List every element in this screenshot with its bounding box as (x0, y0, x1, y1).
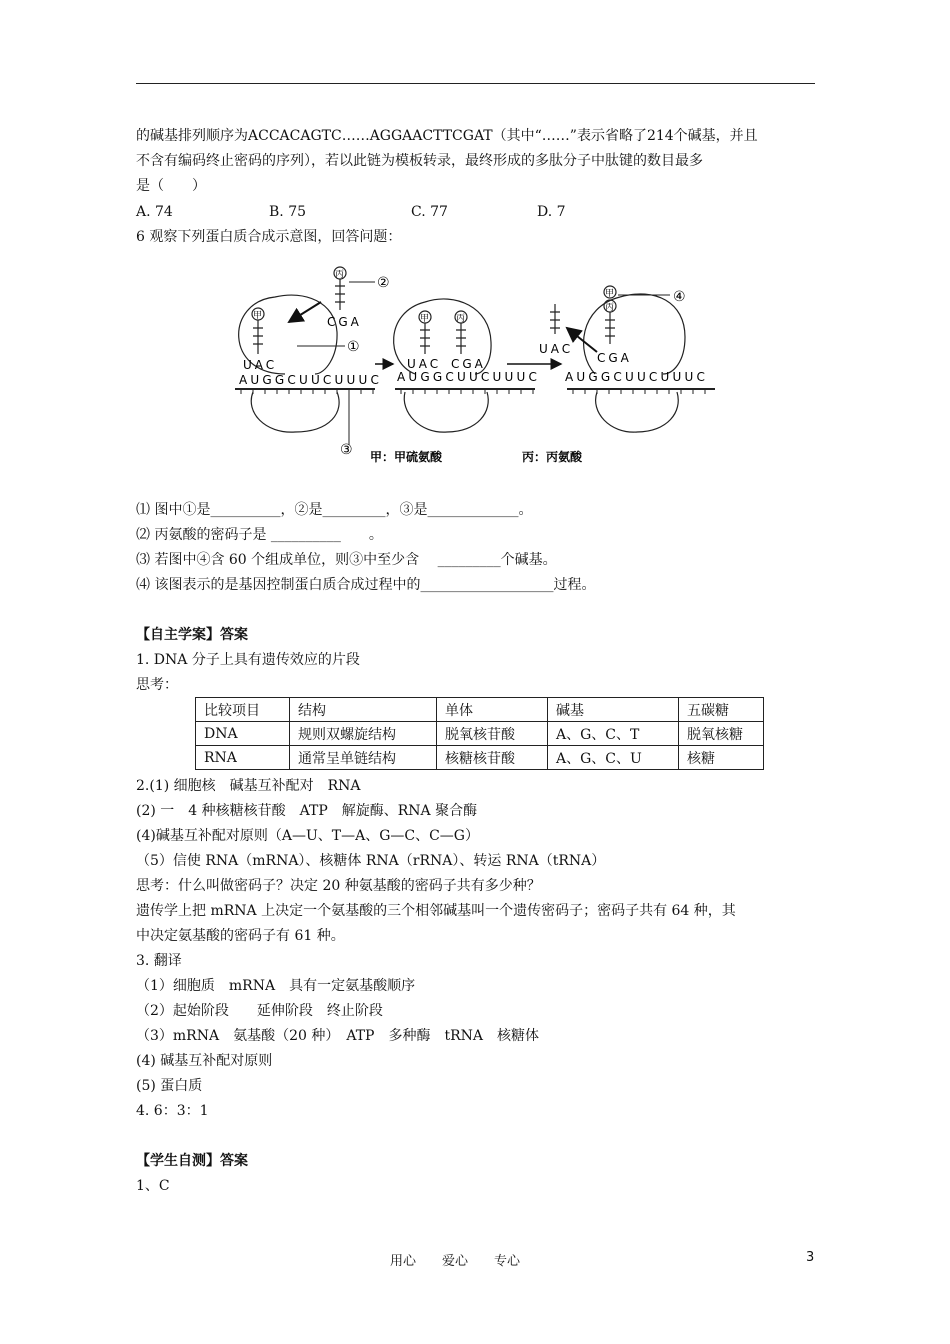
anticodon-cga-3: CGA (597, 351, 632, 365)
table-cell: DNA (196, 722, 290, 746)
mrna-sequence-2: AUGGCUUCUUUC (397, 370, 541, 384)
table-cell: RNA (196, 746, 290, 770)
answer-3: 3. 翻译 (136, 953, 182, 969)
table-header-cell: 五碳糖 (679, 698, 764, 722)
aa-jia-label-1: 甲 (253, 311, 263, 321)
marker-4: ④ (673, 289, 686, 305)
aa-bing-label-1: 丙 (335, 270, 345, 280)
think-answer-2-line2: 中决定氨基酸的密码子有 61 种。 (136, 928, 345, 944)
table-cell: 规则双螺旋结构 (290, 722, 437, 746)
q6-sub1: ⑴ 图中①是__________，②是_________，③是_____________。 (136, 502, 533, 518)
answer-2-5: （5）信使 RNA（mRNA）、核糖体 RNA（rRNA）、转运 RNA（tRNA） (136, 853, 606, 869)
table-cell: 通常呈单链结构 (290, 746, 437, 770)
think-label: 思考： (136, 677, 178, 693)
legend-bing: 丙：丙氨酸 (522, 450, 583, 464)
marker-2: ② (377, 275, 390, 291)
table-cell: 脱氧核苷酸 (437, 722, 548, 746)
footer-word: 爱心 (442, 1254, 469, 1269)
answer-3-3: （3）mRNA 氨基酸（20 种） ATP 多种酶 tRNA 核糖体 (136, 1028, 539, 1044)
table-header-cell: 比较项目 (196, 698, 290, 722)
table-row (196, 722, 764, 746)
q6-sub2: ⑵ 丙氨酸的密码子是 __________ 。 (136, 527, 383, 543)
table-row (196, 746, 764, 770)
q5-options (136, 203, 566, 221)
answers-heading: 【自主学案】答案 (136, 627, 248, 643)
trna-released (550, 304, 560, 334)
mrna-sequence-3: AUGGCUUCUUUC (565, 370, 709, 384)
think-question-2: 思考：什么叫做密码子？决定 20 种氨基酸的密码子共有多少种？ (136, 878, 541, 894)
answer-3-1: （1）细胞质 mRNA 具有一定氨基酸顺序 (136, 978, 416, 994)
table-cell: 脱氧核糖 (679, 722, 764, 746)
marker-3: ③ (340, 442, 353, 458)
legend-jia: 甲：甲硫氨酸 (370, 450, 443, 464)
think-answer-2-line1: 遗传学上把 mRNA 上决定一个氨基酸的三个相邻碱基叫一个遗传密码子；密码子共有 64 种，其 (136, 903, 736, 919)
table-cell: A、G、C、U (548, 746, 679, 770)
aa-jia-label-2: 甲 (420, 314, 430, 324)
table-header-cell: 结构 (290, 698, 437, 722)
answer-3-4: (4) 碱基互补配对原则 (136, 1053, 273, 1069)
table-cell: 核糖 (679, 746, 764, 770)
answer-3-5: (5) 蛋白质 (136, 1078, 203, 1094)
anticodon-cga-2: CGA (451, 357, 486, 371)
option-a: A. 74 (136, 204, 173, 220)
self-test-heading: 【学生自测】答案 (136, 1153, 248, 1169)
aa-bing-label-3: 丙 (605, 303, 615, 313)
answer-2-2: (2) 一 4 种核糖核苷酸 ATP 解旋酶、RNA 聚合酶 (136, 803, 478, 819)
page-footer (390, 1250, 546, 1269)
option-c: C. 77 (411, 204, 448, 220)
table-header-cell: 单体 (437, 698, 548, 722)
self-test-answer-1: 1、C (136, 1178, 170, 1194)
table-header-row (196, 698, 764, 722)
header-rule (136, 83, 815, 84)
answer-1: 1. DNA 分子上具有遗传效应的片段 (136, 652, 360, 668)
answer-3-2: （2）起始阶段 延伸阶段 终止阶段 (136, 1003, 383, 1019)
q6-sub4: ⑷ 该图表示的是基因控制蛋白质合成过程中的___________________过程。 (136, 577, 596, 593)
anticodon-uac-3: UAC (539, 342, 574, 356)
q6-stem: 6 观察下列蛋白质合成示意图，回答问题： (136, 229, 402, 245)
option-d: D. 7 (537, 204, 566, 220)
table-cell: 核糖核苷酸 (437, 746, 548, 770)
mrna-sequence-1: AUGGCUUCUUUC (239, 373, 383, 387)
answer-4: 4. 6：3：1 (136, 1103, 209, 1119)
option-b: B. 75 (269, 204, 307, 220)
q6-sub3: ⑶ 若图中④含 60 个组成单位，则③中至少含 _________个碱基。 (136, 552, 557, 568)
page-number: 3 (806, 1250, 815, 1265)
incoming-arrow-1 (289, 302, 321, 322)
anticodon-cga-1: CGA (327, 315, 362, 329)
table-header-cell: 碱基 (548, 698, 679, 722)
aa-jia-label-3: 甲 (605, 289, 615, 299)
answer-2-1: 2.(1) 细胞核 碱基互补配对 RNA (136, 778, 361, 794)
marker-1: ① (347, 339, 360, 355)
protein-synthesis-diagram (225, 262, 725, 472)
footer-word: 用心 (390, 1254, 417, 1269)
q5-line1: 的碱基排列顺序为ACCACAGTC……AGGAACTTCGAT（其中“……”表示省略了214个碱基，并且 (136, 128, 758, 144)
answer-2-4: (4)碱基互补配对原则（A—U、T—A、G—C、C—G） (136, 828, 479, 844)
q5-line3: 是（ ） (136, 178, 206, 194)
q5-line2: 不含有编码终止密码的序列），若以此链为模板转录，最终形成的多肽分子中肽键的数目最多 (136, 153, 703, 169)
footer-word: 专心 (494, 1254, 521, 1269)
aa-bing-label-2: 丙 (456, 314, 466, 324)
anticodon-uac-1: UAC (243, 358, 278, 372)
anticodon-uac-2: UAC (407, 357, 442, 371)
table-cell: A、G、C、T (548, 722, 679, 746)
dna-rna-comparison-table (195, 697, 764, 770)
